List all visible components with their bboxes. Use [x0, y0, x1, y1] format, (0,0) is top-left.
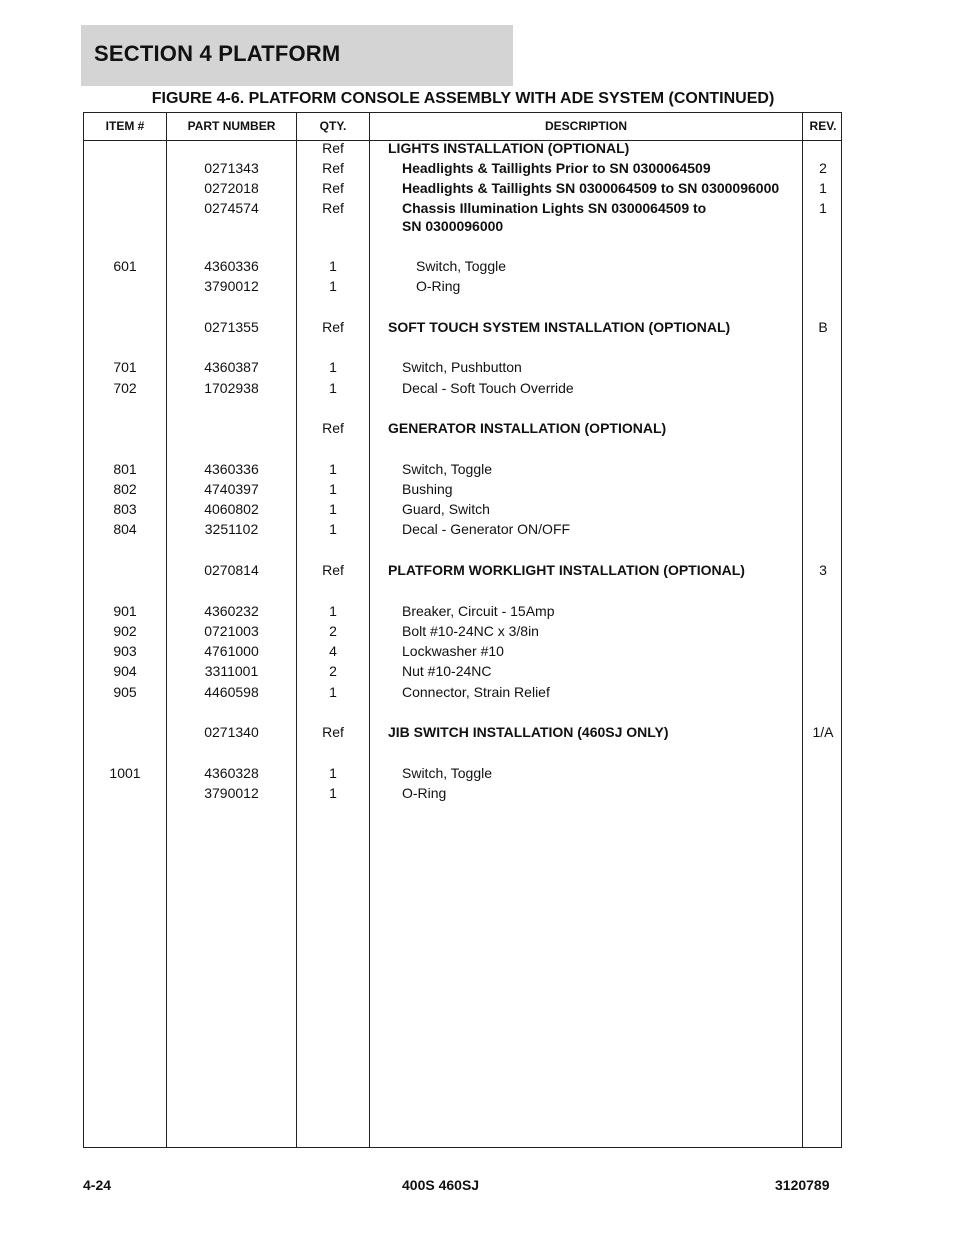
part-number: 4460598	[204, 684, 259, 700]
table-row	[84, 278, 841, 298]
section-title: SECTION 4 PLATFORM	[94, 41, 341, 66]
quantity: Ref	[322, 319, 344, 335]
part-number: 4761000	[204, 643, 259, 659]
quantity: 1	[329, 765, 337, 781]
revision: 3	[819, 562, 827, 578]
quantity: 1	[329, 603, 337, 619]
description: SOFT TOUCH SYSTEM INSTALLATION (OPTIONAL)	[388, 319, 731, 335]
table-row	[84, 603, 841, 623]
table-row	[84, 180, 841, 200]
table-row	[84, 461, 841, 481]
revision: 1	[819, 200, 827, 216]
description: Switch, Toggle	[402, 461, 493, 477]
footer-page-number: 4-24	[83, 1177, 112, 1193]
part-number: 4360328	[204, 765, 259, 781]
revision: 1/A	[812, 724, 834, 740]
item-number: 902	[113, 623, 137, 639]
table-row	[84, 785, 841, 805]
part-number: 0274574	[204, 200, 259, 216]
description: SN 0300096000	[402, 218, 504, 234]
description: Lockwasher #10	[402, 643, 504, 659]
item-number: 601	[113, 258, 137, 274]
part-number: 3790012	[204, 278, 259, 294]
description: Guard, Switch	[402, 501, 490, 517]
description: O-Ring	[402, 785, 447, 801]
table-header	[84, 113, 841, 141]
item-number: 1001	[109, 765, 141, 781]
item-number: 801	[113, 461, 137, 477]
part-number: 3311001	[204, 663, 259, 679]
description: Breaker, Circuit - 15Amp	[402, 603, 555, 619]
quantity: Ref	[322, 724, 344, 740]
description: LIGHTS INSTALLATION (OPTIONAL)	[388, 140, 630, 156]
quantity: 1	[329, 481, 337, 497]
section-header	[81, 25, 513, 86]
table-row	[84, 359, 841, 379]
description: Bolt #10-24NC x 3/8in	[402, 623, 539, 639]
table-row	[84, 380, 841, 400]
figure-title: FIGURE 4-6. PLATFORM CONSOLE ASSEMBLY WITH ADE SYSTEM (CONTINUED)	[151, 90, 775, 107]
footer-model: 400S 460SJ	[402, 1177, 480, 1193]
description: Chassis Illumination Lights SN 0300064509 to	[402, 200, 707, 216]
table-row	[84, 218, 841, 238]
quantity: 1	[329, 461, 337, 477]
quantity: 1	[329, 359, 337, 375]
table-row	[84, 684, 841, 704]
part-number: 4740397	[204, 481, 259, 497]
quantity: Ref	[322, 140, 344, 156]
part-number: 3790012	[204, 785, 259, 801]
item-number: 905	[113, 684, 137, 700]
item-number: 804	[113, 521, 137, 537]
description: Connector, Strain Relief	[402, 684, 550, 700]
quantity: 2	[329, 663, 337, 679]
quantity: 1	[329, 684, 337, 700]
quantity: Ref	[322, 420, 344, 436]
table-row	[84, 562, 841, 582]
quantity: 1	[329, 380, 337, 396]
table-row	[84, 521, 841, 541]
part-number: 1702938	[204, 380, 259, 396]
quantity: Ref	[322, 200, 344, 216]
description: Switch, Toggle	[416, 258, 507, 274]
part-number: 0271340	[204, 724, 259, 740]
quantity: 1	[329, 501, 337, 517]
part-number: 4060802	[204, 501, 259, 517]
part-number: 0271355	[204, 319, 259, 335]
description: Headlights & Taillights SN 0300064509 to SN 0300096000	[402, 180, 780, 196]
parts-table	[83, 112, 842, 1148]
quantity: 1	[329, 278, 337, 294]
description: PLATFORM WORKLIGHT INSTALLATION (OPTIONAL)	[388, 562, 745, 578]
table-row	[84, 623, 841, 643]
description: GENERATOR INSTALLATION (OPTIONAL)	[388, 420, 667, 436]
table-row	[84, 765, 841, 785]
footer-doc-number: 3120789	[775, 1177, 830, 1193]
table-row	[84, 481, 841, 501]
table-row	[84, 319, 841, 339]
description: Decal - Generator ON/OFF	[402, 521, 571, 537]
quantity: 1	[329, 258, 337, 274]
quantity: Ref	[322, 160, 344, 176]
part-number: 4360336	[204, 258, 259, 274]
quantity: 1	[329, 521, 337, 537]
header-description: DESCRIPTION	[544, 119, 627, 133]
revision: 2	[819, 160, 827, 176]
table-row	[84, 200, 841, 220]
table-row	[84, 160, 841, 180]
table-row	[84, 140, 841, 160]
item-number: 901	[113, 603, 137, 619]
part-number: 4360387	[204, 359, 259, 375]
item-number: 702	[113, 380, 137, 396]
revision: 1	[819, 180, 827, 196]
revision: B	[818, 319, 828, 335]
table-row	[84, 724, 841, 744]
item-number: 701	[113, 359, 137, 375]
quantity: 1	[329, 785, 337, 801]
part-number: 0272018	[204, 180, 259, 196]
part-number: 3251102	[204, 521, 259, 537]
item-number: 904	[113, 663, 137, 679]
header-item: ITEM #	[105, 119, 145, 133]
description: Switch, Pushbutton	[402, 359, 522, 375]
item-number: 802	[113, 481, 137, 497]
table-row	[84, 420, 841, 440]
part-number: 0721003	[204, 623, 259, 639]
quantity: Ref	[322, 180, 344, 196]
table-row	[84, 258, 841, 278]
description: O-Ring	[416, 278, 461, 294]
part-number: 0270814	[204, 562, 259, 578]
quantity: 2	[329, 623, 337, 639]
table-row	[84, 663, 841, 683]
description: Decal - Soft Touch Override	[402, 380, 574, 396]
part-number: 4360336	[204, 461, 259, 477]
header-part-number: PART NUMBER	[187, 119, 276, 133]
quantity: 4	[329, 643, 337, 659]
quantity: Ref	[322, 562, 344, 578]
description: Headlights & Taillights Prior to SN 0300064509	[402, 160, 711, 176]
description: Switch, Toggle	[402, 765, 493, 781]
table-row	[84, 501, 841, 521]
header-rev: REV.	[809, 119, 837, 133]
item-number: 903	[113, 643, 137, 659]
description: JIB SWITCH INSTALLATION (460SJ ONLY)	[388, 724, 669, 740]
part-number: 4360232	[204, 603, 259, 619]
item-number: 803	[113, 501, 137, 517]
header-qty: QTY.	[319, 119, 347, 133]
part-number: 0271343	[204, 160, 259, 176]
table-row	[84, 643, 841, 663]
description: Bushing	[402, 481, 453, 497]
description: Nut #10-24NC	[402, 663, 492, 679]
